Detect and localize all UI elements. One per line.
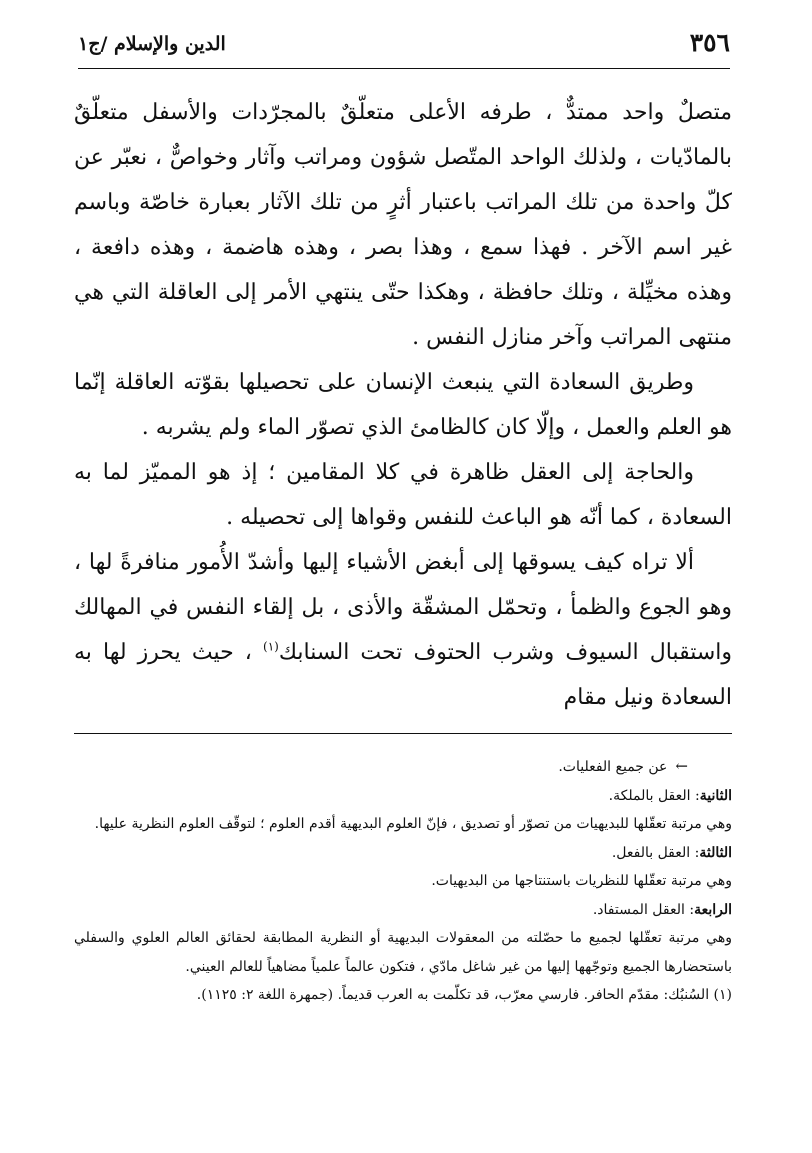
fourth-level-text: وهي مرتبة تعقّلها لجميع ما حصّلته من المعقولات البديهية أو النظرية المطابقة لحقائق العالم العلوي والسفلي باستحضارها الجميع وتوجّهها إليها من غير شاغل مادّي ، فتكون عالماً علمياً مضاهياً للعالم العيني. [74, 930, 732, 975]
main-text [74, 90, 732, 720]
third-label: الثالثة [699, 844, 732, 861]
paragraph-4 [74, 540, 732, 720]
third-title: : العقل بالفعل. [611, 844, 700, 861]
fourth-title: : العقل المستفاد. [592, 901, 695, 918]
footnote-reference[interactable]: (١) [263, 639, 279, 654]
third-level-text: وهي مرتبة تعقّلها للنظريات باستنتاجها من البديهيات. [431, 873, 732, 889]
text-line: ولذلك الواحد المتّصل شؤون ومراتب وآثار وخواصٌّ ، نعبّر عن كلّ واحدة من [74, 145, 733, 215]
second-level-text: وهي مرتبة تعقّلها للبديهيات من تصوّر أو تصديق ، فإنّ العلوم البديهية أقدم العلوم ؛ لتوقّف العلوم النظرية عليها. [94, 816, 732, 832]
footnote-divider [74, 733, 732, 734]
footnotes [74, 752, 732, 1010]
text-line: وهكذا حتّى ينتهي الأمر إلى العاقلة التي هي منتهى المراتب وآخر منازل النفس . [74, 280, 732, 350]
footnote-1: (١) السُنبُك: مقدّم الحافر. فارسي معرّب، قد تكلّمت به العرب قديماً. (جمهرة اللغة ٢: ١١٢٥). [196, 987, 732, 1003]
third-level-heading [74, 839, 732, 868]
second-title: : العقل بالملكة. [608, 787, 700, 804]
text-line: فهذا سمع ، وهذا بصر ، وهذه هاضمة ، وهذه دافعة ، وهذه مخيِّلة ، وتلك حافظة ، [74, 235, 732, 305]
page-header [78, 28, 730, 69]
fourth-label: الرابعة [694, 901, 732, 918]
paragraph-4-tail: ، حيث يحرز لها به السعادة ونيل مقام [74, 640, 732, 710]
running-title: الدين والإسلام /ج١ [78, 33, 226, 55]
second-level-heading [74, 782, 732, 811]
paragraph-4-text: ألا تراه كيف يسوقها إلى أبغض الأشياء إليها وأشدّ الأُمور منافرةً لها ، وهو الجوع والظمأ ، وتحمّل المشقّة والأذى ، بل إلقاء النفس في المهالك واستقبال السيوف وشرب الحتوف تحت السنابك [74, 550, 733, 665]
paragraph-2: وطريق السعادة التي ينبعث الإنسان على تحصيلها بقوّته العاقلة إنّما هو العلم والعمل ، وإلّا كان كالظامئ الذي تصوّر الماء ولم يشربه . [74, 370, 732, 440]
continuation-arrow-icon: ← [675, 757, 688, 775]
text-line: متصلٌ واحد ممتدٌّ ، طرفه الأعلى متعلّقٌ بالمجرّدات والأسفل متعلّقٌ بالمادّيات ، [74, 100, 732, 170]
paragraph-1 [74, 90, 732, 360]
paragraph-3: والحاجة إلى العقل ظاهرة في كلا المقامين ؛ إذ هو المميّز لما به السعادة ، كما أنّه هو الباعث للنفس وقواها إلى تحصيله . [74, 460, 732, 530]
page-number: ٣٥٦ [689, 28, 730, 57]
continuation-text: عن جميع الفعليات. [558, 759, 668, 775]
footnote-continuation [74, 752, 732, 782]
fourth-level-heading [74, 896, 732, 925]
second-label: الثانية [699, 787, 732, 804]
text-line: تلك المراتب باعتبار أثرٍ من تلك الآثار بعبارة خاصّة وباسم غير اسم الآخر . [74, 190, 733, 260]
